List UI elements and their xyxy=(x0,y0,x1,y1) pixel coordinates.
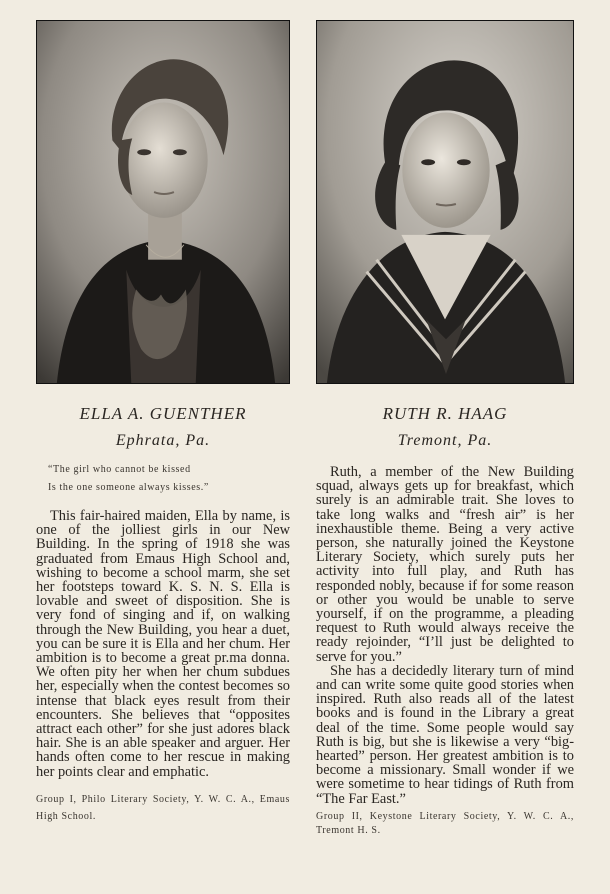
quote-line: “The girl who cannot be kissed xyxy=(48,464,191,475)
activities-footer: Group II, Keystone Literary Society, Y. W. C. A., Tremont H. S. xyxy=(316,810,574,836)
portrait-guenther-image xyxy=(37,21,289,383)
hometown: Tremont, Pa. xyxy=(397,432,493,449)
portrait-haag-image xyxy=(317,21,573,383)
student-name: ELLA A. GUENTHER xyxy=(79,404,247,423)
entry-haag xyxy=(316,20,574,838)
quote-line: Is the one someone always kisses.” xyxy=(48,482,209,493)
bio-paragraph: She has a decidedly literary turn of mind and can write some quite good stories when inspired. Ruth also reads all of the latest books and is found in the Library a great deal of the time. Some people would say Ruth is big, but she is likewise a very “big-hearted” person. Her greatest ambition is to become a missionary. Small wonder if we were sometime to hear tidings of Ruth from “The Far East.” xyxy=(316,662,574,807)
biography xyxy=(316,465,574,806)
bio-paragraph: Ruth, a member of the New Building squad, always gets up for breakfast, which surely is an admirable trait. She loves to take long walks and “fresh air” is her inexhaustible theme. Being a very active person, she naturally joined the Keystone Literary Society, which surely puts her activity into full play, and Ruth has responded nobly, because if for some reason or other you would be unable to serve yourself, if on the programme, a pleading request to Ruth would always receive the ready rejoinder, “I’ll just be delighted to serve for you.” xyxy=(316,464,574,665)
student-name: RUTH R. HAAG xyxy=(382,404,508,423)
portrait-photo-haag xyxy=(316,20,574,384)
motto-quote xyxy=(48,461,290,497)
entry-guenther xyxy=(36,20,290,825)
biography xyxy=(36,509,290,779)
bio-paragraph: This fair-haired maiden, Ella by name, is one of the jolliest girls in our New Building. In the spring of 1918 she was graduated from Emaus High School and, wishing to become a school marm, she set her footsteps toward K. S. N. S. Ella is lovable and sweet of disposition. She is very fond of singing and if, on walking through the New Building, you hear a duet, you can be sure it is Ella and her chum. Her ambition is to become a great pr.ma donna. We often pity her when her chum subdues her, especially when the contest becomes so intense that black eyes result from their encounters. She believes that “opposites attract each other” for she just adores black hair. She is an able speaker and arguer. Her hands often come to her rescue in making her points clear and emphatic. xyxy=(36,508,290,780)
hometown: Ephrata, Pa. xyxy=(115,432,211,449)
portrait-photo-guenther xyxy=(36,20,290,384)
activities-footer: Group I, Philo Literary Society, Y. W. C. A., Emaus High School. xyxy=(36,793,290,822)
